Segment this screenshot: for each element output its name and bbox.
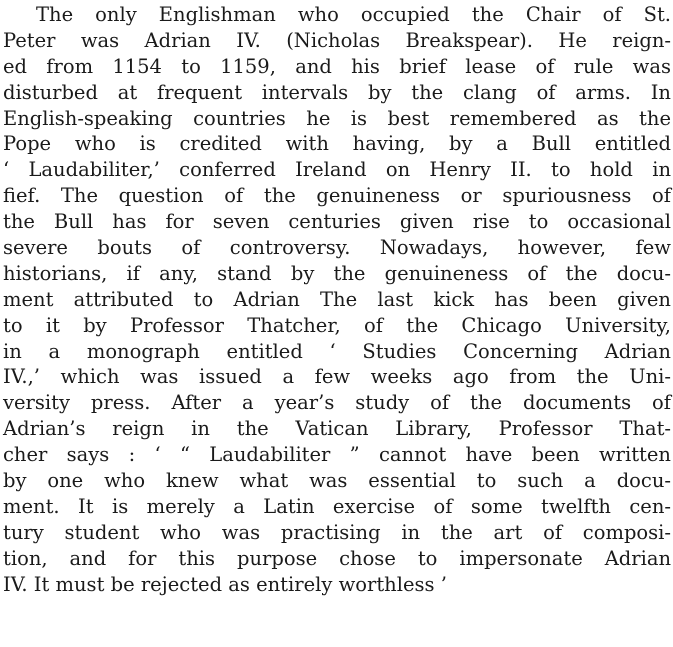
paragraph-line: ment. It is merely a Latin exercise of some twelfth cen- [3, 494, 671, 518]
paragraph-line: versity press. After a year’s study of the documents of [3, 391, 671, 415]
paragraph-line: by one who knew what was essential to such a docu- [3, 469, 671, 493]
paragraph-line: Peter was Adrian IV. (Nicholas Breakspear). He reign- [3, 28, 671, 52]
paragraph-line: cher says : ‘ “ Laudabiliter ” cannot have been written [3, 443, 671, 467]
paragraph-line: disturbed at frequent intervals by the clang of arms. In [3, 80, 671, 104]
paragraph-line: ‘ Laudabiliter,’ conferred Ireland on Henry II. to hold in [3, 158, 671, 182]
paragraph-line: historians, if any, stand by the genuineness of the docu- [3, 261, 671, 285]
paragraph-line: Adrian’s reign in the Vatican Library, Professor That- [3, 417, 671, 441]
paragraph-line: IV.,’ which was issued a few weeks ago from the Uni- [3, 365, 671, 389]
paragraph-line: The only Englishman who occupied the Chair of St. [36, 3, 671, 26]
paragraph-line: fief. The question of the genuineness or spuriousness of [3, 184, 671, 208]
paragraph-line: ed from 1154 to 1159, and his brief lease of rule was [3, 54, 671, 78]
paragraph-line: ment attributed to Adrian The last kick has been given [3, 287, 671, 311]
paragraph-line: to it by Professor Thatcher, of the Chicago University, [3, 313, 671, 337]
paragraph-line: tion, and for this purpose chose to impersonate Adrian [3, 546, 671, 570]
paragraph-line: the Bull has for seven centuries given rise to occasional [3, 210, 671, 234]
article-paragraph [3, 2, 671, 597]
paragraph-line: in a monograph entitled ‘ Studies Concerning Adrian [3, 339, 671, 363]
paragraph-line: English-speaking countries he is best remembered as the [3, 106, 671, 130]
paragraph-line: Pope who is credited with having, by a Bull entitled [3, 132, 671, 156]
paragraph-line: severe bouts of controversy. Nowadays, however, few [3, 236, 671, 260]
paragraph-line: IV. It must be rejected as entirely worthless ’ [3, 572, 447, 596]
paragraph-line: tury student who was practising in the art of composi- [3, 520, 671, 544]
